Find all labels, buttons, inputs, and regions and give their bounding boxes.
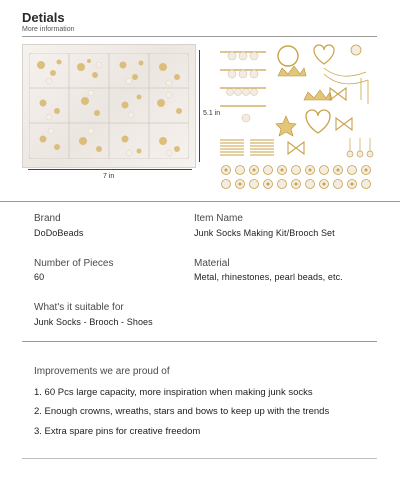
improvement-item-3: 3. Extra spare pins for creative freedom xyxy=(34,426,201,437)
height-dimension-label: 5.1 in xyxy=(203,110,221,117)
kit-contents-image xyxy=(216,42,378,192)
footer-divider xyxy=(22,458,377,459)
heart-outline-brooch-icon xyxy=(306,110,330,133)
improvements-divider xyxy=(22,341,377,342)
pieces-label: Number of Pieces xyxy=(34,258,114,269)
pieces-value: 60 xyxy=(34,272,45,282)
star-brooch-icon xyxy=(276,116,296,136)
product-box-image xyxy=(22,44,196,168)
material-label: Material xyxy=(194,258,230,269)
brand-label: Brand xyxy=(34,213,61,224)
improvement-item-2: 2. Enough crowns, wreaths, stars and bows to keep up with the trends xyxy=(34,406,330,417)
width-dimension-label: 7 in xyxy=(103,173,115,180)
improvements-title: Improvements we are proud of xyxy=(34,366,170,377)
section-divider xyxy=(0,201,400,202)
suitable-label: What's it suitable for xyxy=(34,302,124,313)
improvement-item-1: 1. 60 Pcs large capacity, more inspiration when making junk socks xyxy=(34,387,313,398)
section-title: Detials xyxy=(22,10,65,25)
heart-brooch-icon xyxy=(314,45,334,64)
height-dimension-line xyxy=(199,50,200,162)
header-divider xyxy=(22,36,377,37)
pearl-brooch-pins-icon xyxy=(220,52,266,122)
storage-box-compartments xyxy=(29,53,189,159)
safety-pins-icon xyxy=(220,140,274,155)
item-name-label: Item Name xyxy=(194,213,243,224)
wreath-brooch-icon xyxy=(278,46,298,66)
material-value: Metal, rhinestones, pearl beads, etc. xyxy=(194,272,343,282)
crown-brooch-icon xyxy=(278,66,332,100)
dangle-charms-icon xyxy=(347,138,373,157)
charm-buttons-icon xyxy=(222,166,371,189)
brand-value: DoDoBeads xyxy=(34,228,84,238)
suitable-value: Junk Socks - Brooch - Shoes xyxy=(34,317,153,327)
section-subtitle: More information xyxy=(22,26,75,33)
item-name-value: Junk Socks Making Kit/Brooch Set xyxy=(194,228,335,238)
width-dimension-line xyxy=(28,169,192,170)
